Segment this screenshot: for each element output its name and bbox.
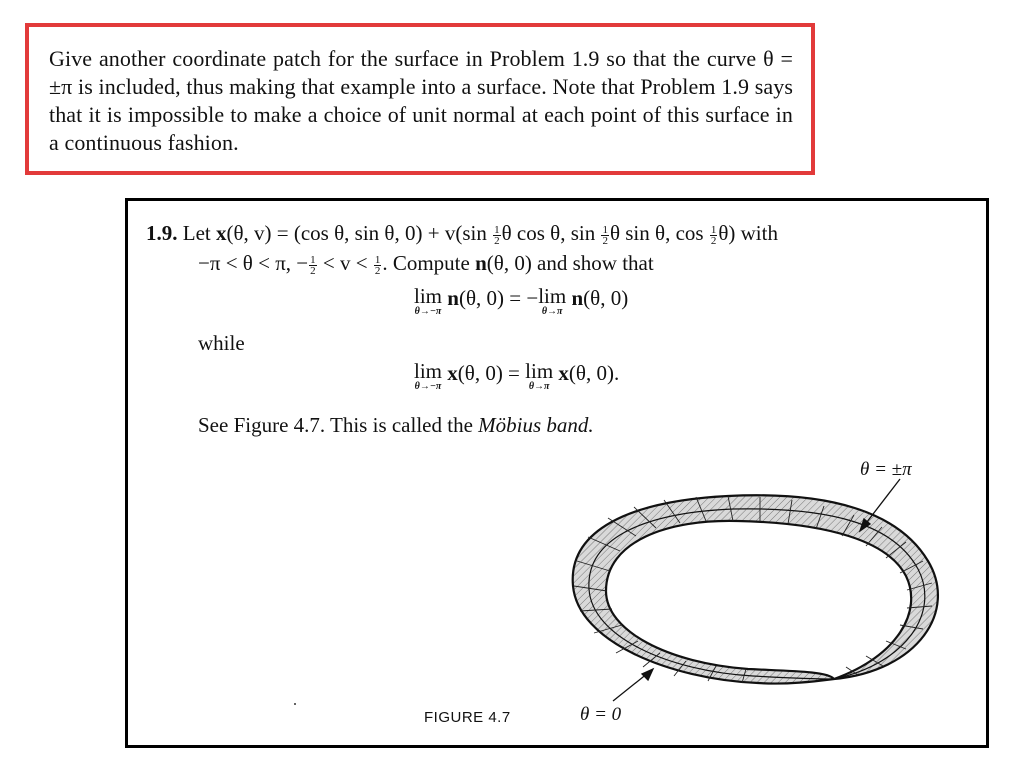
mobius-band-figure [128,201,986,745]
limit-equation-position: lim θ→−π x(θ, 0) = lim θ→π x(θ, 0). [414,359,620,392]
fraction-half: $\frac{1}{2}$ [602,223,608,247]
label-theta-zero: θ = 0 [580,704,622,725]
stray-dot [294,703,296,705]
arrowhead-bottom [642,669,653,680]
while-text: while [198,331,245,355]
highlighted-exercise-box [25,23,815,175]
fraction-half: $\frac{1}{2}$ [374,253,381,277]
problem-line-1: 1.9. Let x(θ, v) = (cos θ, sin θ, 0) + v(sin $\frac{1}{2}$ θ cos θ, sin $\frac{1}{2}$ θ sin θ, cos $\frac{1}{2}$ θ) with [146,221,778,247]
figure-caption: FIGURE 4.7 [424,709,511,726]
fraction-half: $\frac{1}{2}$ [310,253,316,277]
problem-1-9-box [125,198,989,748]
mobius-band [294,479,938,705]
problem-number: 1.9. [146,221,178,245]
band-outer-region [573,495,938,683]
problem-line-2: −π < θ < π, − $\frac{1}{2}$ < v < $\frac{1}{2}$ . Compute n(θ, 0) and show that [198,251,654,277]
fraction-half: $\frac{1}{2}$ [494,223,500,247]
exercise-text: Give another coordinate patch for the surface in Problem 1.9 so that the curve θ = ±π is included, thus making that example into a surface. Note that Problem 1.9 says that it is impossible to make a choice of unit normal at each point of this surface in a continuous fashion. [49,46,793,155]
limit-equation-normal: lim θ→−π n(θ, 0) = −lim θ→π n(θ, 0) [414,284,629,317]
label-theta-pm-pi: θ = ±π [860,459,912,480]
see-figure-text: See Figure 4.7. This is called the Möbius band. [198,413,594,437]
fraction-half: $\frac{1}{2}$ [710,223,717,247]
